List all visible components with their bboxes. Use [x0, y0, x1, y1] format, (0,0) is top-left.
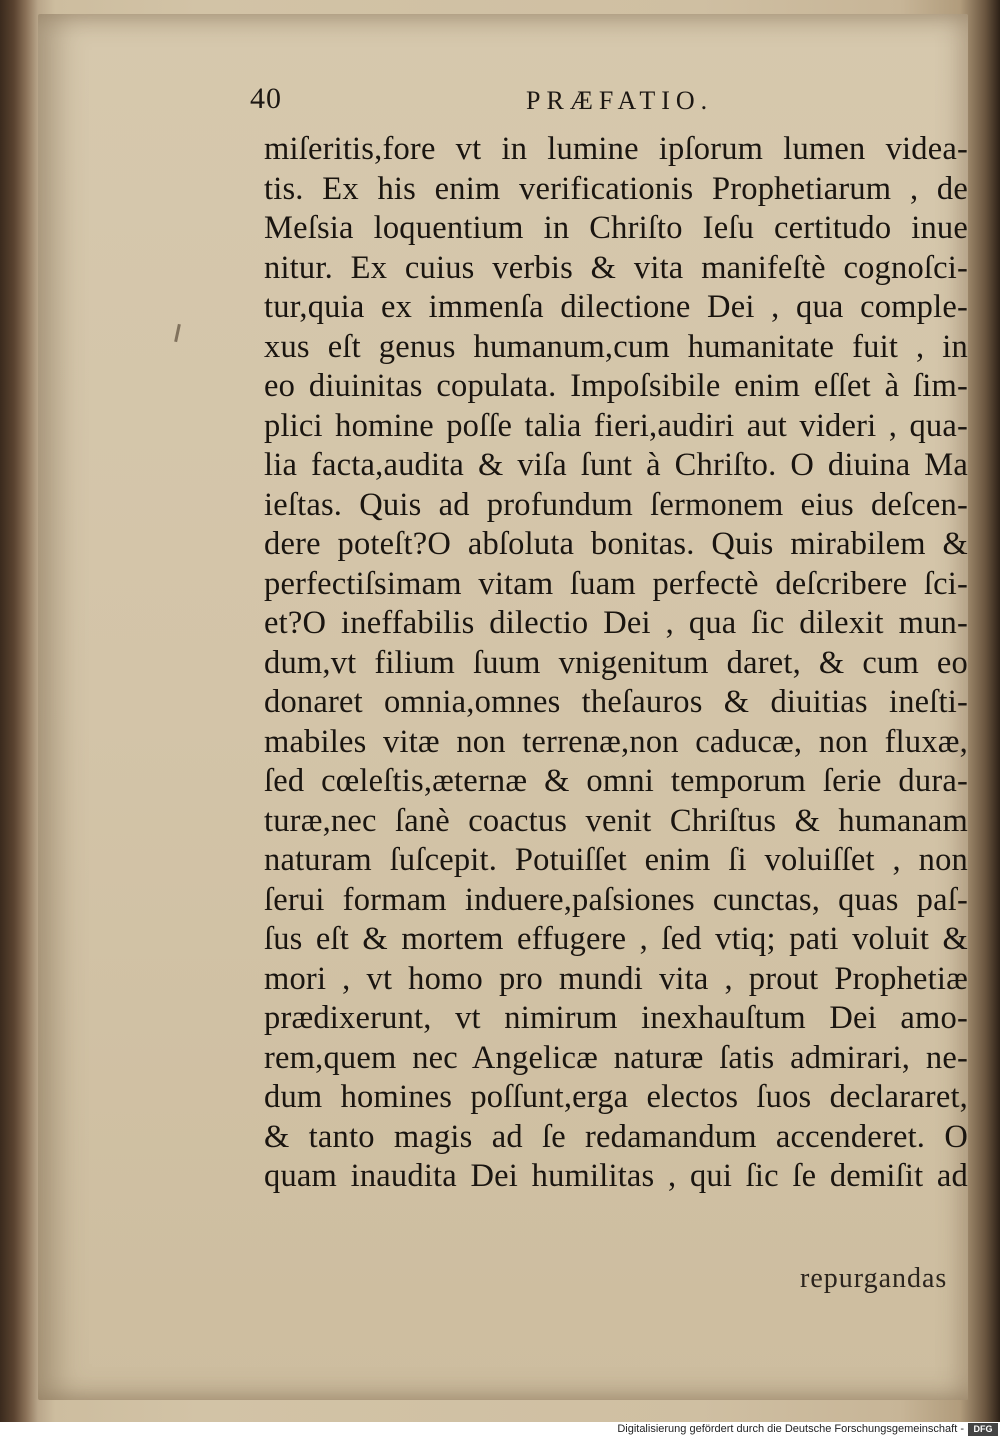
page-header [250, 82, 950, 126]
text-line: ſed cœleſtis,æternæ & omni temporum ſerie dura- [264, 763, 968, 799]
text-line: mori , vt homo pro mundi vita , prout Prophetiæ [264, 960, 968, 997]
text-line: prædixerunt, vt nimirum inexhauſtum Dei amo- [264, 1000, 968, 1036]
text-line: & tanto magis ad ſe redamandum accenderet. O [264, 1118, 968, 1155]
text-line: lia facta,audita & viſa ſunt à Chriſto. O diuina Ma [264, 447, 968, 483]
text-line: xus eſt genus humanum,cum humanitate fuit , in [264, 328, 968, 365]
text-line: mabiles vitæ non terrenæ,non caducæ, non fluxæ, [264, 723, 968, 760]
text-line: ſerui formam induere,paſsiones cunctas, quas paſ- [264, 881, 968, 918]
text-line: naturam ſuſcepit. Potuiſſet enim ſi voluiſſet , non [264, 842, 968, 878]
text-line: nitur. Ex cuius verbis & vita manifeſtè cognoſci- [264, 249, 968, 286]
text-line: ſus eſt & mortem effugere , ſed vtiq; pati voluit & [264, 921, 968, 957]
page-number: 40 [250, 82, 282, 115]
text-line: turæ,nec ſanè coactus venit Chriſtus & humanam [264, 802, 968, 839]
text-line: miſeritis,fore vt in lumine ipſorum lumen videa- [264, 131, 968, 167]
running-title: PRÆFATIO. [526, 86, 714, 115]
body-text [264, 130, 968, 1197]
text-line: dum,vt filium ſuum vnigenitum daret, & cum eo [264, 644, 968, 681]
margin-mark [174, 324, 181, 342]
text-line: eo diuinitas copulata. Impoſsibile enim eſſet à ſim- [264, 368, 968, 404]
text-line: ieſtas. Quis ad profundum ſermonem eius deſcen- [264, 486, 968, 523]
text-line: tur,quia ex immenſa dilectione Dei , qua comple- [264, 289, 968, 325]
text-line: donaret omnia,omnes theſauros & diuitias ineſti- [264, 684, 968, 720]
text-line: Meſsia loquentium in Chriſto Ieſu certitudo inue [264, 210, 968, 246]
text-line: perfectiſsimam vitam ſuam perfectè deſcribere ſci- [264, 565, 968, 602]
footer-bar [0, 1422, 1000, 1438]
text-line: plici homine poſſe talia fieri,audiri aut videri , qua- [264, 407, 968, 444]
catchword: repurgandas [800, 1263, 948, 1294]
text-line: rem,quem nec Angelicæ naturæ ſatis admirari, ne- [264, 1039, 968, 1076]
text-line: dum homines poſſunt,erga electos ſuos declararet, [264, 1079, 968, 1115]
funding-credit: Digitalisierung gefördert durch die Deutsche Forschungsgemeinschaft - [617, 1423, 964, 1435]
text-line: tis. Ex his enim verificationis Prophetiarum , de [264, 170, 968, 207]
text-line: dere poteſt?O abſoluta bonitas. Quis mirabilem & [264, 526, 968, 562]
dfg-logo-icon: DFG [968, 1423, 998, 1436]
text-line: et?O ineffabilis dilectio Dei , qua ſic dilexit mun- [264, 605, 968, 641]
text-line: quam inaudita Dei humilitas , qui ſic ſe demiſit ad [264, 1158, 968, 1194]
